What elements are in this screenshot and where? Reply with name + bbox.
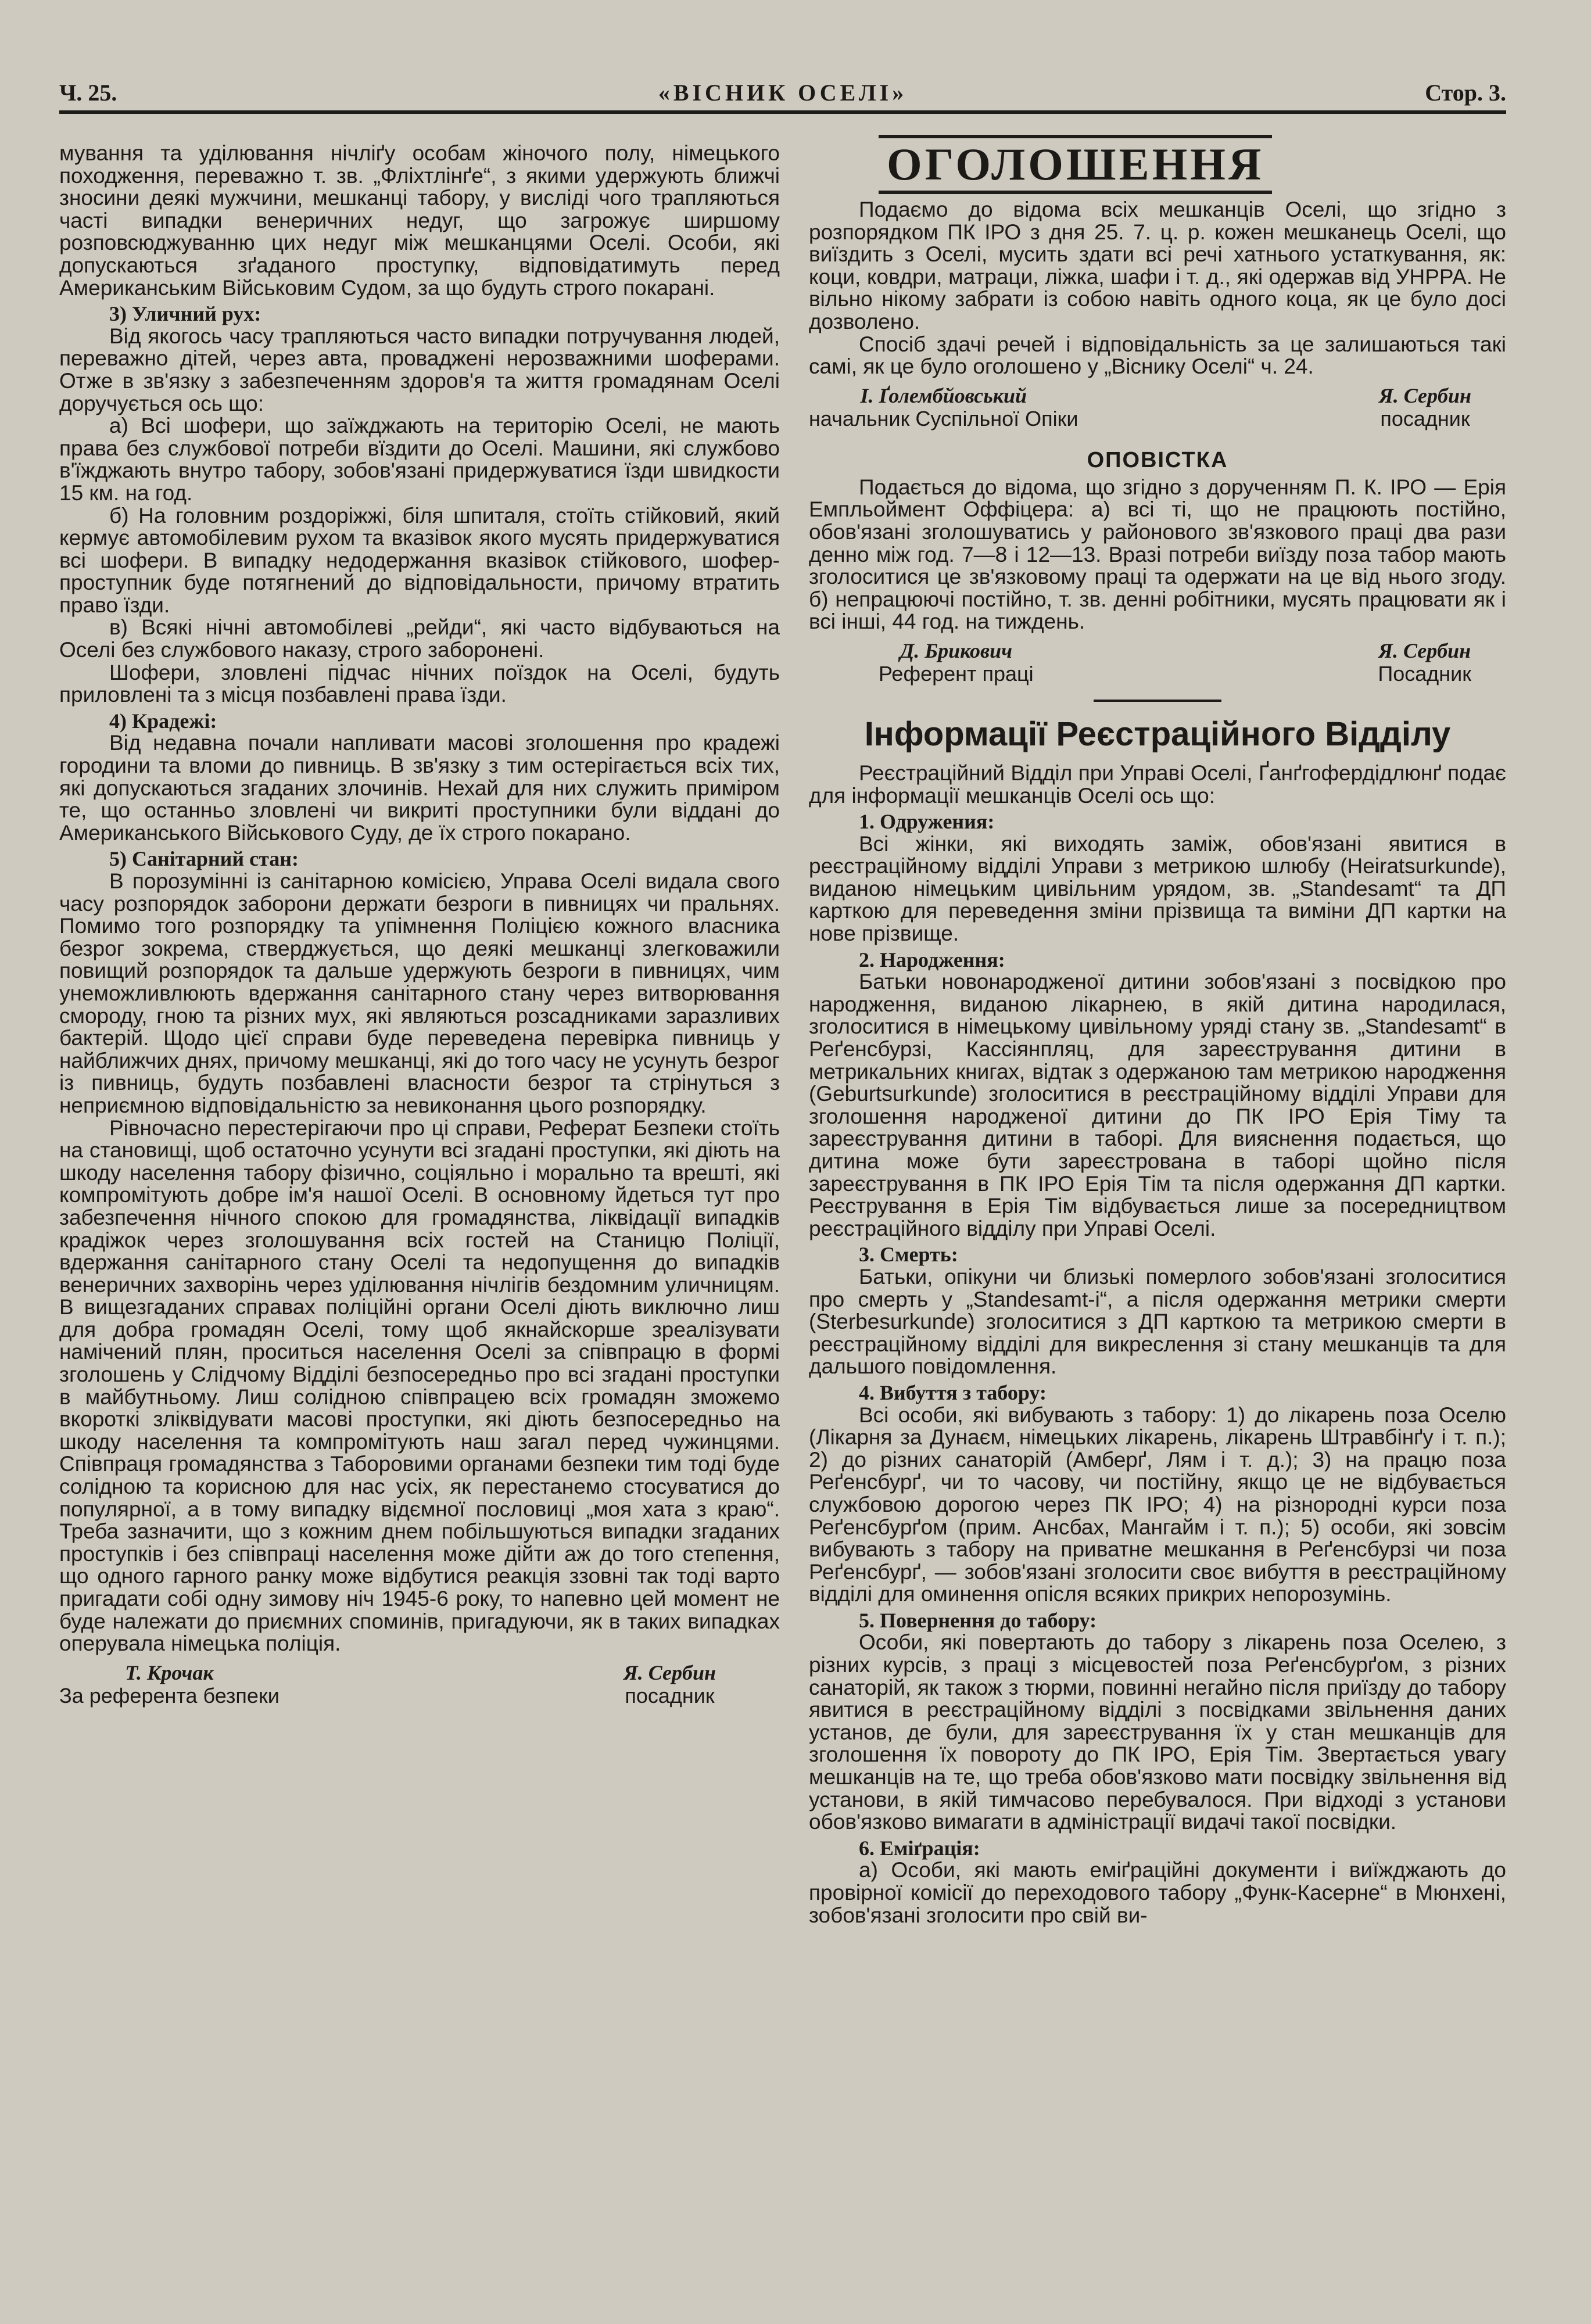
signer-name: І. Ґолембйовський	[860, 383, 1027, 407]
issue-number: Ч. 25.	[59, 80, 117, 106]
section-heading: 1. Одружения:	[859, 810, 995, 834]
signer-name: Я. Сербин	[623, 1660, 716, 1684]
page-number: Стор. 3.	[1425, 80, 1506, 106]
paragraph: Батьки, опікуни чи близькі померлого зобов'язані зголоситися про смерть у „Standesamt-і“, а після одержання метрики смерти (Sterbesurkunde) зголоситися з ДП карткою та метрикою смерти в реєстраційному відділі для викреслення зі стану мешканців та для дальшого повідомлення.	[809, 1264, 1506, 1379]
paragraph: Від недавна почали напливати масові зголошення про крадежі городини та вломи до пивниць. В зв'язку з тим остерігається всіх тих, які допускаються згаданих злочинів. Нехай для них служить приміром те, що останньо зловлені чи викриті проступники були віддані до Американського Військового Суду, де їх строго покарано.	[59, 731, 780, 845]
signer-role: посадник	[1380, 406, 1470, 431]
paragraph: Реєстраційний Відділ при Управі Оселі, Ґанґгофердідлюнґ подає для інформації мешканців Оселі ось що:	[809, 761, 1506, 808]
paragraph: Рівночасно перестерігаючи про ці справи, Реферат Безпеки стоїть на становищі, щоб остаточно усунути всі згадані проступки, які діють на шкоду населення табору фізично, соціяльно і морально та врешті, які компромітують добре ім'я нашої Оселі. В основному йдеться тут про забезпечення нічного спокою для громадянства, ліквідації випадків крадіжок через зголошування всіх гостей на Станицю Поліції, вдержання санітарного стану Оселі та недопущення до випадків венеричних захворінь через уділювання нічлігів бездомним уличницям. В вищезгаданих справах поліційні органи Оселі діють виключно лиш для добра громадян Оселі, тому щоб якнайскорше зреалізувати намічений плян, проситься населення Оселі за співпрацю в формі зголошень у Слідчому Відділі безпосередньо про всі згадані проступки в майбутньому. Лиш солідною співпрацею всіх громадян зможемо вкороткі зліквідувати масові проступки, які діють безпосередньо на шкоду населення та компромітують наш загал перед чужинцями. Співпраця громадянства з Таборовими органами безпеки тим тоді буде солідною та корисною для нас усіх, як перестанемо стосуватися до популярної, а в тому випадку відємної пословиці „моя хата з краю“. Треба зазначити, що з кожним днем побільшуються випадки згаданих проступків і без співпраці населення може дійти аж до того степення, що одного гарного ранку може відбутися реакція ззовні так тоді варто пригадати собі одну зимову ніч 1945-6 року, то напевно цей момент не буде належати до приємних споминів, пригадуючи, як в таких випадках оперувала німецька поліція.	[59, 1116, 780, 1656]
signature-block	[809, 384, 1506, 431]
signer-name: Я. Сербин	[1378, 383, 1471, 407]
section-heading: 2. Народження:	[859, 948, 1005, 971]
paragraph: Подається до відома, що згідно з дорученням П. К. ІРО — Ерія Емпльоймент Оффіцера: а) всі ті, що не працюють постійно, обов'язані зголошуватись у районового зв'язкового праці два рази денно між год. 7—8 і 12—13. Вразі потреби виїзду поза табор мають зголоситися це зв'язковому праці та одержати на це від нього згоду. б) непрацюючі постійно, т. зв. денні робітники, мусять працювати як і всі інші, 44 год. на тиждень.	[809, 475, 1506, 634]
signature-right	[1379, 384, 1471, 431]
section-heading: 4. Вибуття з табору:	[859, 1380, 1047, 1404]
section-heading: 4) Крадежі:	[109, 709, 217, 733]
signer-role: Посадник	[1378, 661, 1471, 686]
info-section-title: Інформації Реєстраційного Відділу	[864, 715, 1451, 753]
signature-right	[624, 1661, 716, 1708]
announcement-title: ОГОЛОШЕННЯ	[879, 135, 1272, 194]
section-heading: 5) Санітарний стан:	[109, 847, 299, 871]
paragraph: Всі жінки, які виходять заміж, обов'язані явитися в реєстраційному відділі Управи з метрикою шлюбу (Heiratsurkunde), виданою німецьким цивільним урядом, зв. „Standesamt“ та ДП карткою для переведення зміни прізвища та виміни ДП картки на нове прізвище.	[809, 831, 1506, 946]
paragraph: в) Всякі нічні автомобілеві „рейди“, які часто відбуваються на Оселі без службового наказу, строго заборонені.	[59, 615, 780, 662]
paragraph: Всі особи, які вибувають з табору: 1) до лікарень поза Оселю (Лікарня за Дунаєм, німецьких лікарень, лікарень Штравбінґу і т. п.); 2) до різних санаторій (Амберґ, Лям і т. д.); 3) на працю поза Реґенсбурґ, чи то часову, чи постійну, якщо це не відбувається службовою дорогою через ПК ІРО; 4) на різнородні курси поза Реґенсбурґом (прим. Ансбах, Мангайм і т. п.); 5) особи, які зовсім вибувають з табору на приватне мешкання в Реґенсбурзі чи поза Реґенсбурґ, — зобов'язані зголосити своє вибуття в реєстраційному відділі для оминення опісля всяких прикрих непорозумінь.	[809, 1403, 1506, 1606]
signature-left	[59, 1661, 280, 1708]
section-heading: 3) Уличний рух:	[109, 302, 261, 326]
signature-block	[809, 639, 1506, 686]
signature-block	[59, 1661, 780, 1708]
section-heading: 3. Смерть:	[859, 1243, 958, 1267]
signer-name: Д. Брикович	[900, 639, 1013, 662]
signature-left	[809, 384, 1078, 431]
signer-role: Референт праці	[879, 661, 1034, 686]
signature-left	[879, 639, 1034, 686]
signer-role: За референта безпеки	[59, 1683, 280, 1708]
signer-name: Т. Крочак	[125, 1660, 214, 1684]
right-column	[809, 135, 1506, 1927]
notice-title: ОПОВІСТКА	[1087, 447, 1228, 472]
signer-role: посадник	[625, 1683, 715, 1708]
section-heading: 5. Повернення до табору:	[859, 1608, 1097, 1632]
paragraph: В порозумінні із санітарною комісією, Управа Оселі видала свого часу розпорядок заборони держати безроги в пивницях чи пральнях. Помимо того розпорядку та упімнення Поліцією кожного власника безрог зокрема, стверджується, що деякі мешканці злегковажили повищий розпорядок та дальше удержують безроги в пивницях, чим унеможливлюють вдержання санітарного стану через витворювання смороду, гною та різних мух, які являються розсадниками заразливих бактерій. Щодо цієї справи буде переведена перевірка пивниць у найближчих днях, причому мешканці, які до того часу не усунуть безрог із пивниць, будуть позбавлені власности безрог та стрінуться з неприємною відповідальністю за невиконання цього розпорядку.	[59, 869, 780, 1117]
page-header	[59, 74, 1506, 114]
paragraph: Особи, які повертають до табору з лікарень поза Оселею, з різних курсів, з праці з місцевостей поза Реґенсбурґом, з різних санаторій, як також з тюрми, повинні негайно після приїзду до табору явитися в реєстраційному відділі з посвідками звільнення даних установ, де були, для зареєстрування їх у стан мешканців для зголошення їх повороту до ПК ІРО, Ерія Тім. Звертається увагу мешканців на те, що треба обов'язково мати посвідку звільнення від установи, в якій тимчасово перебувалося. При відході з установи обов'язково вимагати в адміністрації видачі такої посвідки.	[809, 1630, 1506, 1834]
signer-name: Я. Сербин	[1378, 639, 1471, 662]
newspaper-title: «ВІСНИК ОСЕЛІ»	[658, 80, 908, 106]
paragraph: б) На головним роздоріжжі, біля шпиталя, стоїть стійковий, який кермує автомобілевим рухом та вказівок якого мусять придержуватися всі шофери. В випадку недодержання вказівок стійкового, шофер-проступник буде потягнений до відповідальности, причому втратить право їзди.	[59, 503, 780, 617]
divider	[1094, 700, 1221, 702]
paragraph: Від якогось часу трапляються часто випадки потручування людей, переважно дітей, через авта, провадженi нерозважними шоферами. Отже в зв'язку з забезпеченням здоров'я та життя громадянам Оселі доручується ось що:	[59, 324, 780, 415]
paragraph: Спосіб здачі речей і відповідальність за це залишаються такі самі, як це було оголошено у „Віснику Оселі“ ч. 24.	[809, 332, 1506, 379]
paragraph: Подаємо до відома всіх мешканців Оселі, що згідно з розпорядком ПК ІРО з дня 25. 7. ц. р. кожен мешканець Оселі, що виїздить з Оселі, мусить здати всі речі хатнього устаткування, як: коци, ковдри, матраци, ліжка, шафи і т. д., які одержав від УНРРА. Не вільно нікому забрати із собою навіть одного коца, як це було досі дозволено.	[809, 198, 1506, 333]
paragraph: Батьки новонародженої дитини зобов'язані з посвідкою про народження, виданою лікарнею, в якій дитина народилася, зголоситися в німецькому цивільному уряді стану зв. „Standesamt“ в Реґенсбурзі, Кассіянпляц, для зареєстрування дитини в метрикальних книгах, відтак з одержаною там метрикою народження (Geburtsurkunde) зголоситися в реєстраційному відділі Управи для зголошення народженої дитини до ПК ІРО Ерія Тіму та зареєстрування дитини в таборі. Для вияснення подається, що дитина може бути зареєстрована в таборі щойно після зареєстрування в ПК ІРО Ерія Тім та після одержання ДП картки. Реєстрування в Ерія Тім відбувається лише за посередництвом реєстраційного відділу при Управі Оселі.	[809, 970, 1506, 1240]
signer-role: начальник Суспільної Опіки	[809, 406, 1078, 431]
paragraph: мування та уділювання нічліґу особам жіночого полу, німецького походження, переважно т. зв. „Фліхтлінґе“, з якими удержують ближчі зносини деякі мужчини, мешканці табору, у висліді чого трапляються часті випадки венеричних недуг, що загрожує ширшому розповсюджуванню цих недуг між мешканцями Оселі. Особи, які допускаються зґаданого проступку, відповідатимуть перед Американським Військовим Судом, за що будуть строго покарані.	[59, 141, 780, 300]
signature-right	[1378, 639, 1471, 686]
section-heading: 6. Еміґрація:	[859, 1836, 980, 1860]
paragraph: Шофери, зловлені підчас нічних поїздок на Оселі, будуть приловлені та з місця позбавлені права їзди.	[59, 660, 780, 707]
paragraph: а) Особи, які мають еміґраційні документи і виїжджають до провірної комісії до переходового табору „Функ-Касерне“ в Мюнхені, зобов'язані зголосити про свій ви-	[809, 1858, 1506, 1927]
paragraph: а) Всі шофери, що заїжджають на територію Оселі, не мають права без службової потреби вїздити до Оселі. Машини, які службово в'їжджають внутро табору, зобов'язані придержуватися їзди швидкости 15 км. на год.	[59, 414, 780, 505]
left-column	[59, 142, 780, 1708]
